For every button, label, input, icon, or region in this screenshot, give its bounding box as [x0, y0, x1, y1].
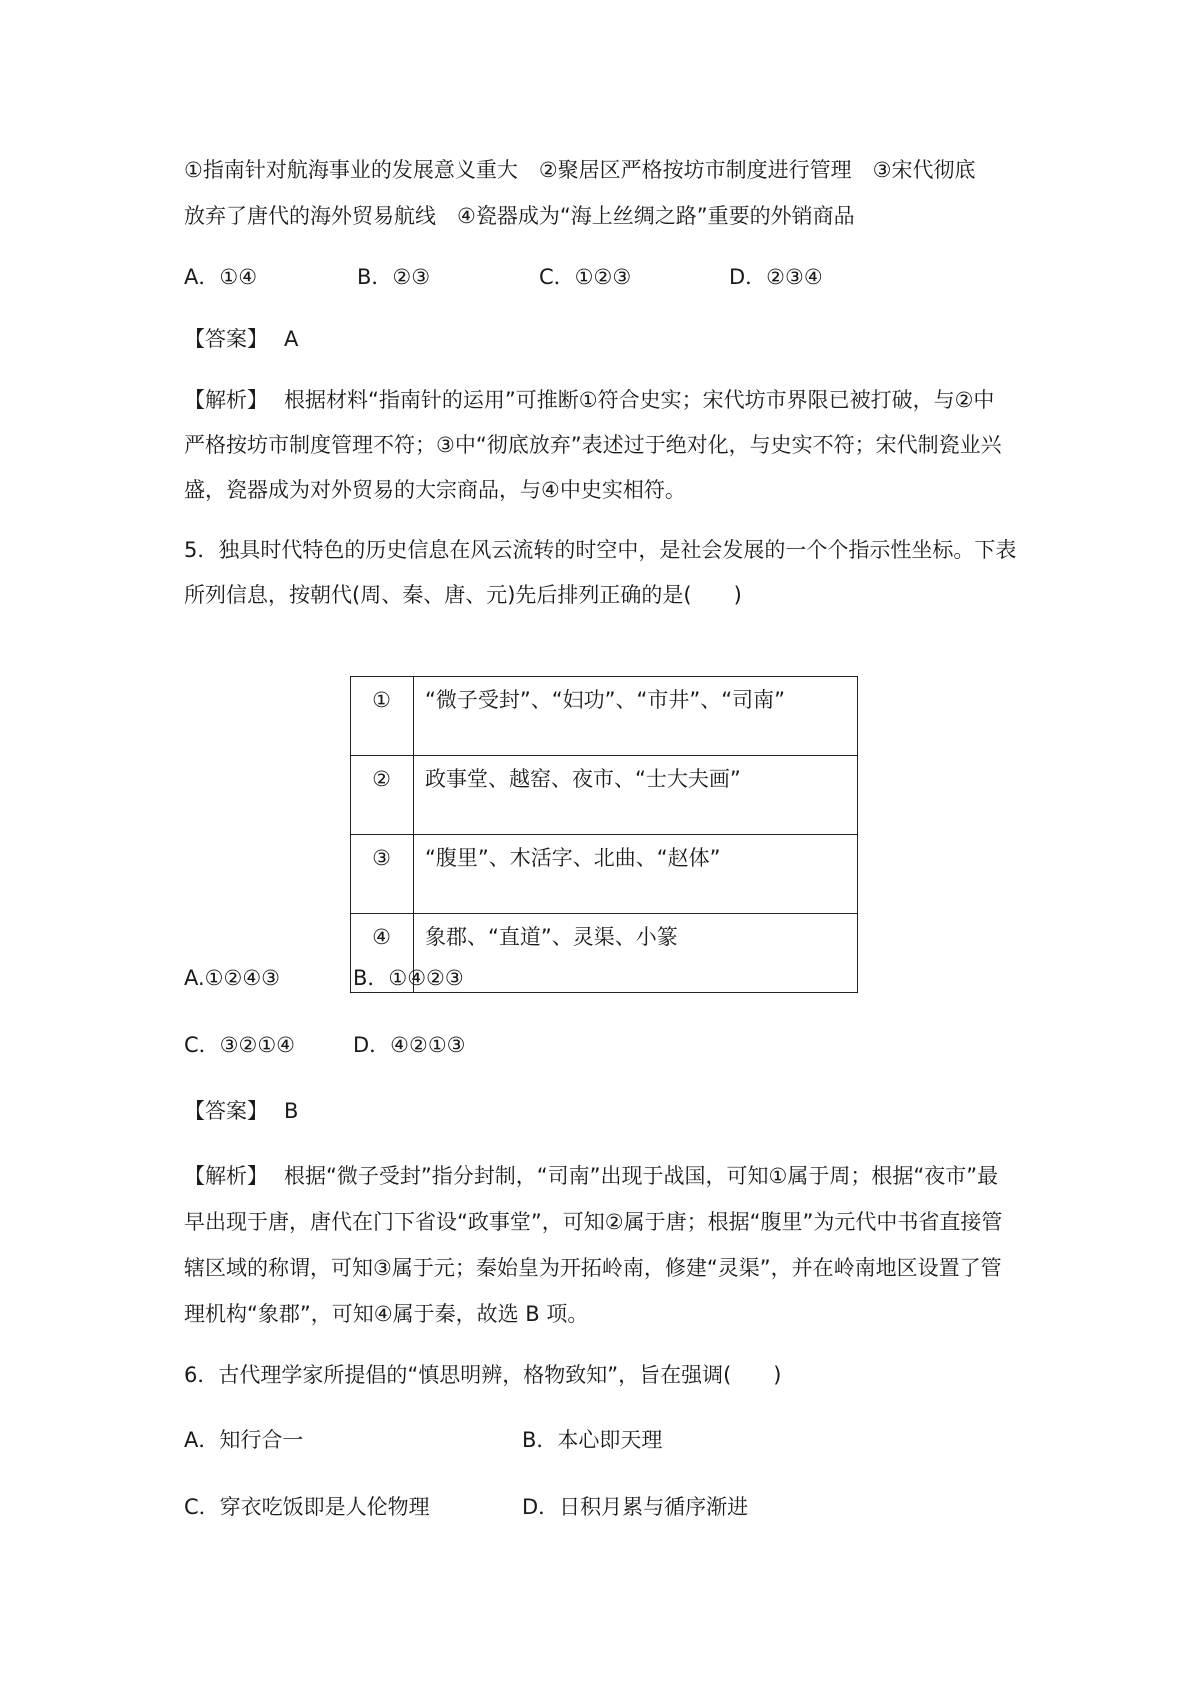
q4-answer-tag: 【答案】 — [184, 327, 268, 351]
q4-option-b: B．②③ — [357, 265, 431, 289]
q5-analysis-line3: 辖区域的称谓，可知③属于元；秦始皇为开拓岭南，修建“灵渠”，并在岭南地区设置了管 — [184, 1256, 1002, 1280]
table-row-number: ① — [351, 677, 414, 756]
q5-option-a: A.①②④③ — [184, 966, 280, 990]
table-row — [351, 677, 858, 756]
q5-answer-value: B — [284, 1099, 299, 1123]
q5-option-c: C．③②①④ — [184, 1033, 295, 1057]
q5-analysis-line1 — [184, 1161, 998, 1191]
q4-analysis-text: 根据材料“指南针的运用”可推断①符合史实；宋代坊市界限已被打破，与②中 — [284, 388, 995, 412]
q6-option-a: A．知行合一 — [184, 1428, 304, 1452]
q4-answer — [184, 324, 298, 354]
q5-analysis-line4: 理机构“象郡”，可知④属于秦，故选 B 项。 — [184, 1302, 589, 1326]
q4-statements-line2: 放弃了唐代的海外贸易航线 ④瓷器成为“海上丝绸之路”重要的外销商品 — [184, 204, 855, 228]
q5-info-table — [350, 676, 858, 993]
q6-stem: 6．古代理学家所提倡的“慎思明辨，格物致知”，旨在强调( ) — [184, 1363, 782, 1387]
table-row-text: “微子受封”、“妇功”、“市井”、“司南” — [414, 677, 858, 756]
q5-answer — [184, 1096, 298, 1126]
q5-answer-tag: 【答案】 — [184, 1099, 268, 1123]
table-row-number: ④ — [351, 914, 414, 993]
q5-analysis-line2: 早出现于唐，唐代在门下省设“政事堂”，可知②属于唐；根据“腹里”为元代中书省直接管 — [184, 1210, 1003, 1234]
q4-statements-line1: ①指南针对航海事业的发展意义重大 ②聚居区严格按坊市制度进行管理 ③宋代彻底 — [184, 158, 976, 182]
q5-analysis-tag: 【解析】 — [184, 1164, 268, 1188]
table-row-text: “腹里”、木活字、北曲、“赵体” — [414, 835, 858, 914]
q4-option-a: A．①④ — [184, 265, 258, 289]
q5-stem-line2: 所列信息，按朝代(周、秦、唐、元)先后排列正确的是( ) — [184, 583, 742, 607]
table-row-text: 象郡、“直道”、灵渠、小篆 — [414, 914, 858, 993]
q4-answer-value: A — [284, 327, 299, 351]
table-row-number: ② — [351, 756, 414, 835]
q4-analysis-tag: 【解析】 — [184, 388, 268, 412]
q4-option-d: D．②③④ — [729, 265, 823, 289]
q5-option-b: B．①④②③ — [353, 966, 464, 990]
table-row — [351, 756, 858, 835]
q4-analysis-line1 — [184, 385, 994, 415]
table-row-number: ③ — [351, 835, 414, 914]
q5-stem-line1: 5．独具时代特色的历史信息在风云流转的时空中，是社会发展的一个个指示性坐标。下表 — [184, 538, 1017, 562]
q4-option-c: C．①②③ — [539, 265, 632, 289]
q6-option-c: C．穿衣吃饭即是人伦物理 — [184, 1495, 430, 1519]
table-row-text: 政事堂、越窑、夜市、“士大夫画” — [414, 756, 858, 835]
q6-option-b: B．本心即天理 — [522, 1428, 663, 1452]
q4-analysis-line2: 严格按坊市制度管理不符；③中“彻底放弃”表述过于绝对化，与史实不符；宋代制瓷业兴 — [184, 433, 1002, 457]
q5-analysis-text: 根据“微子受封”指分封制，“司南”出现于战国，可知①属于周；根据“夜市”最 — [284, 1164, 999, 1188]
q6-option-d: D．日积月累与循序渐进 — [522, 1495, 749, 1519]
q4-analysis-line3: 盛，瓷器成为对外贸易的大宗商品，与④中史实相符。 — [184, 478, 686, 502]
q5-option-d: D．④②①③ — [353, 1033, 466, 1057]
document-page — [184, 0, 1024, 1698]
table-row — [351, 835, 858, 914]
